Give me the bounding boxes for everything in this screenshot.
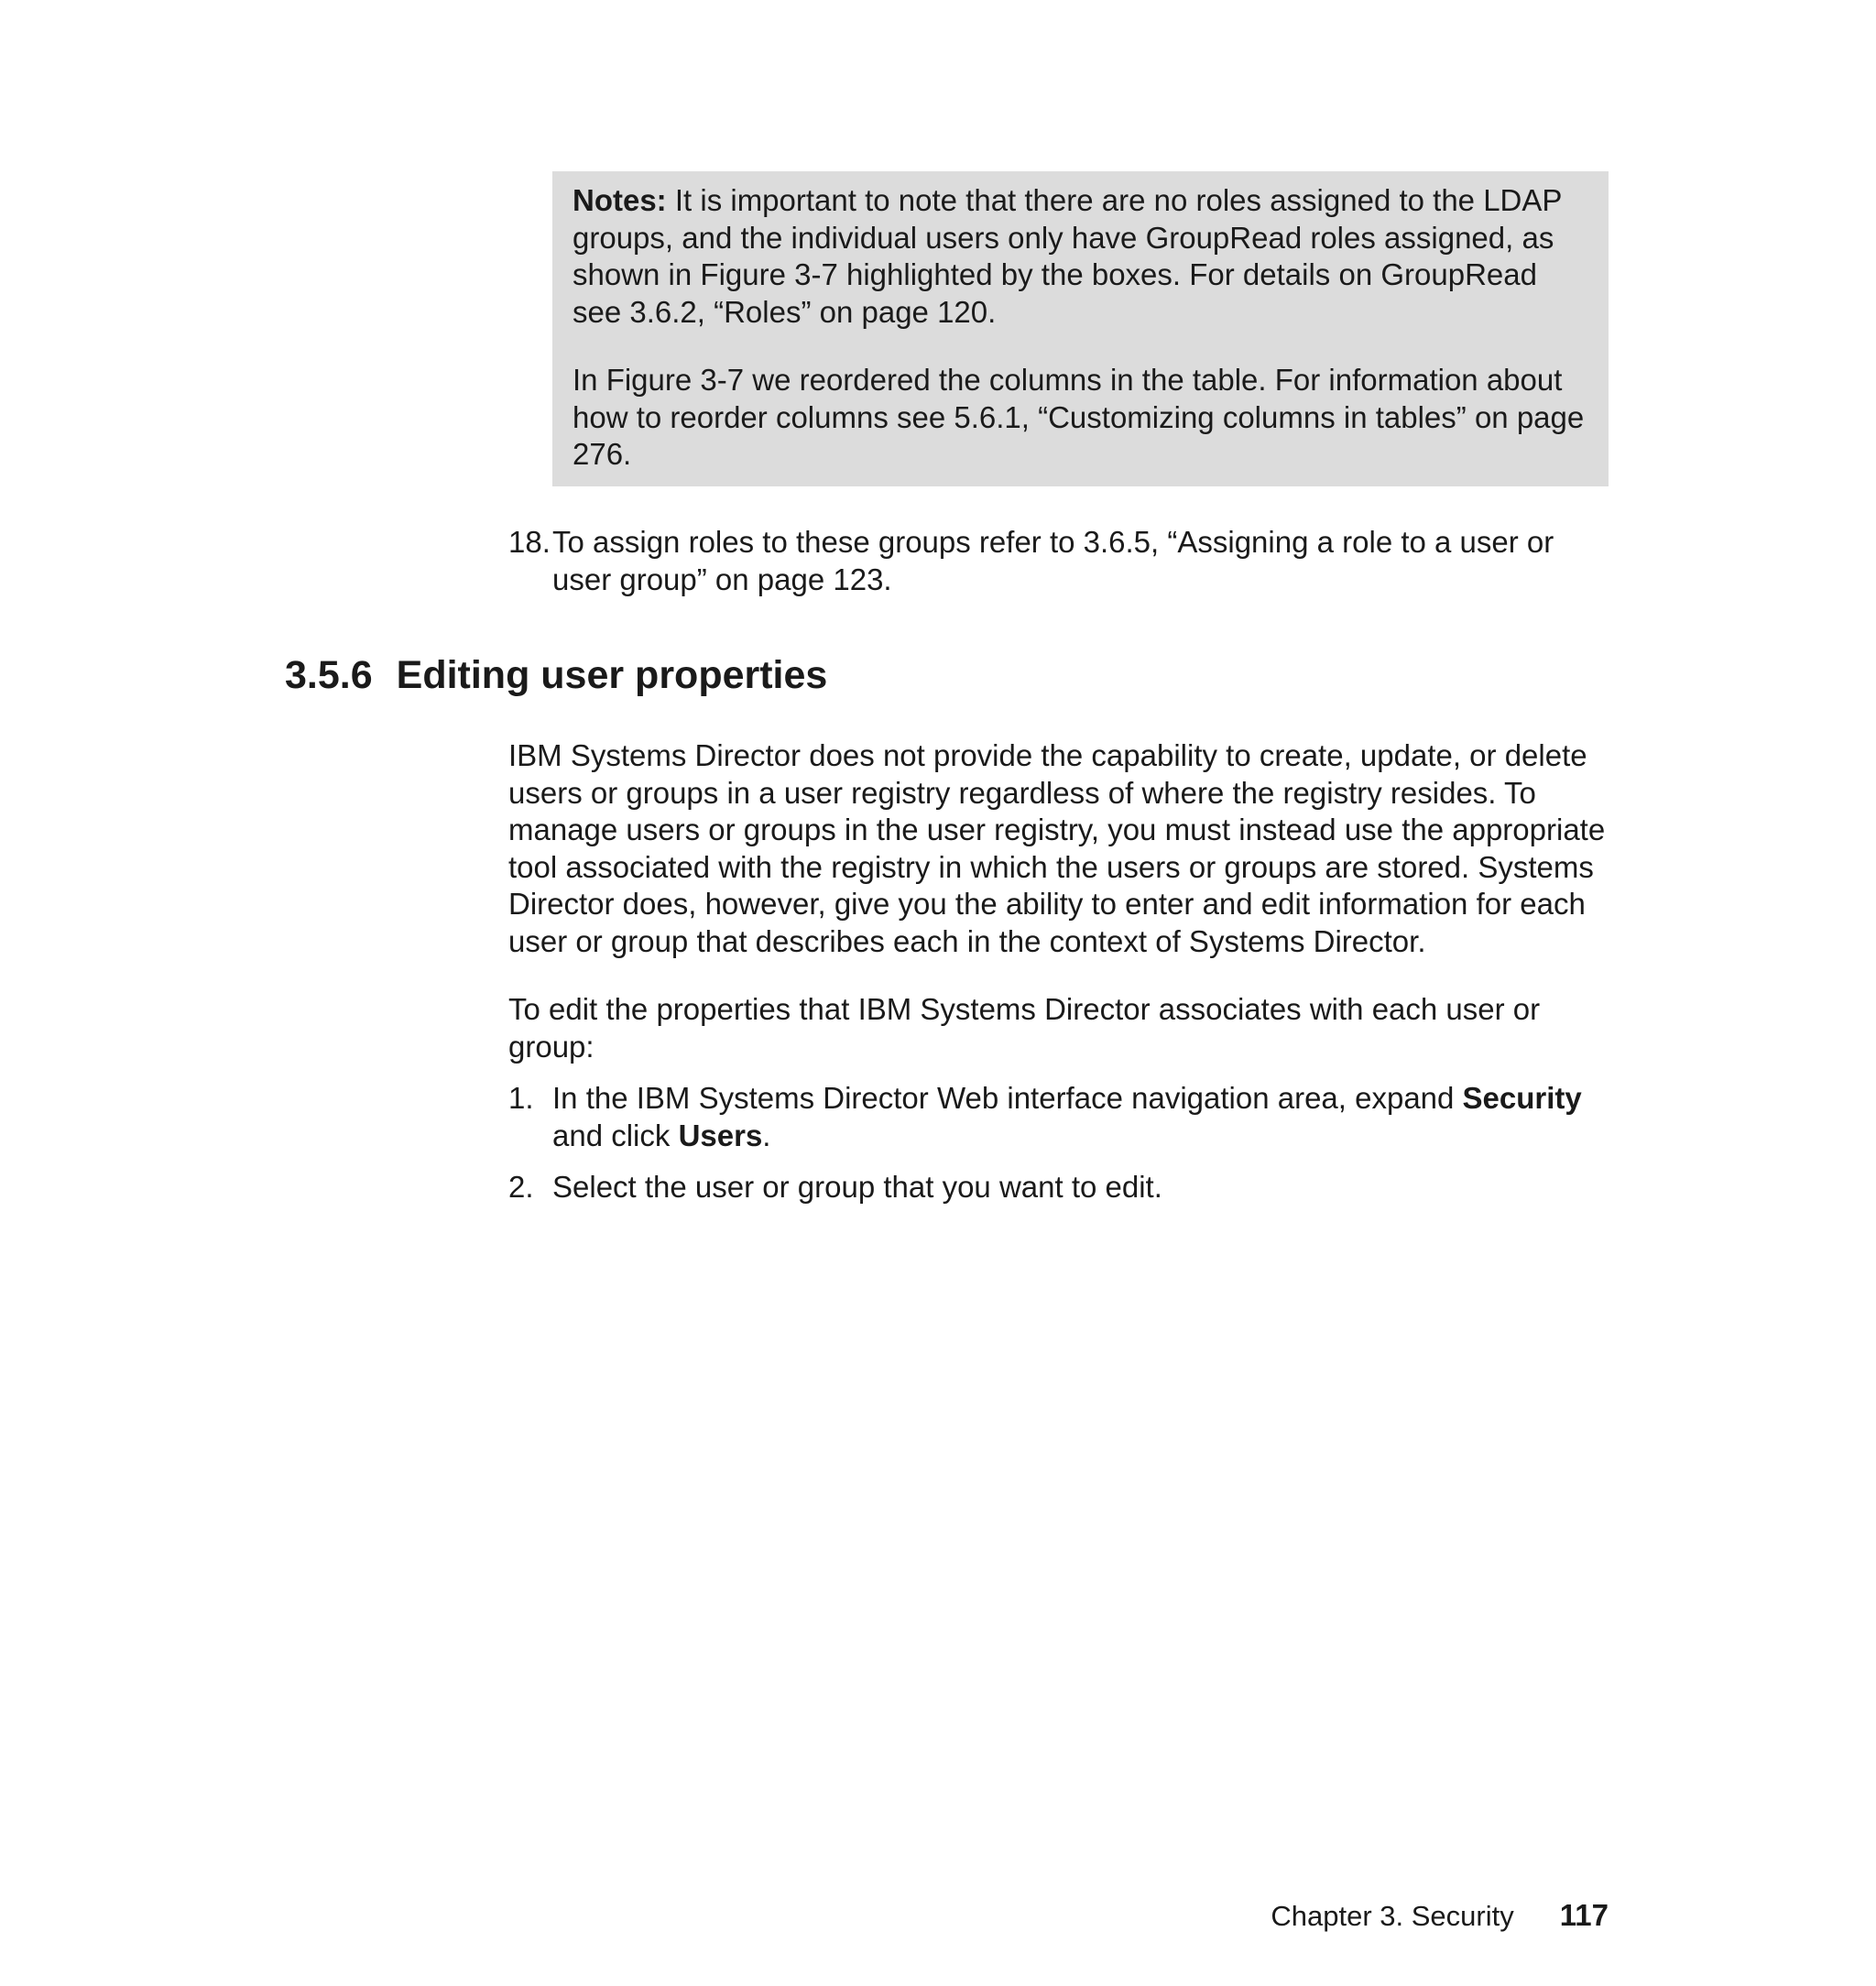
steps-list xyxy=(508,1080,1617,1206)
page-number: 117 xyxy=(1559,1898,1609,1932)
step-18-text: To assign roles to these groups refer to 3.6.5, “Assigning a role to a user or user group” on page 123. xyxy=(552,525,1554,596)
notes-label: Notes: xyxy=(573,183,667,217)
step-1-text xyxy=(552,1080,1617,1154)
step-2-number: 2. xyxy=(508,1170,534,1204)
list-item xyxy=(508,1169,1617,1206)
step-1-users: Users xyxy=(678,1118,763,1152)
step-18 xyxy=(508,524,1617,598)
body-paragraph-1: IBM Systems Director does not provide the capability to create, update, or delete users or groups in a user registry regardless of where the registry resides. To manage users or groups in the user registry, you must instead use the appropriate tool associated with the registry in which the users or groups are stored. Systems Director does, however, give you the ability to enter and edit information for each user or group that describes each in the context of Systems Director. xyxy=(508,738,1606,958)
page-footer xyxy=(1271,1897,1609,1935)
section-body xyxy=(508,737,1617,1206)
notes-box xyxy=(552,171,1609,486)
step-1-security: Security xyxy=(1462,1081,1582,1115)
footer-chapter: Chapter 3. Security xyxy=(1271,1900,1514,1932)
step-1-text-a: In the IBM Systems Director Web interface navigation area, expand xyxy=(552,1081,1463,1115)
notes-paragraph-2: In Figure 3-7 we reordered the columns in the table. For information about how to reorder columns see 5.6.1, “Customizing columns in tables” on page 276. xyxy=(573,363,1585,471)
section-number: 3.5.6 xyxy=(285,653,373,697)
step-1-text-b: and click xyxy=(552,1118,679,1152)
notes-paragraph-1-text: It is important to note that there are no roles assigned to the LDAP groups, and the individual users only have GroupRead roles assigned, as shown in Figure 3-7 highlighted by the boxes. For details on GroupRead see 3.6.2, “Roles” on page 120. xyxy=(573,183,1562,329)
body-paragraph-2: To edit the properties that IBM Systems Director associates with each user or group: xyxy=(508,992,1541,1064)
step-1-text-c: . xyxy=(762,1118,771,1152)
section-heading xyxy=(285,652,827,698)
step-2-text: Select the user or group that you want to edit. xyxy=(552,1170,1162,1204)
notes-paragraph-1 xyxy=(573,182,1588,331)
step-18-number: 18. xyxy=(508,525,551,559)
step-1-number: 1. xyxy=(508,1081,534,1115)
section-title: Editing user properties xyxy=(396,653,828,697)
list-item xyxy=(508,1080,1617,1154)
